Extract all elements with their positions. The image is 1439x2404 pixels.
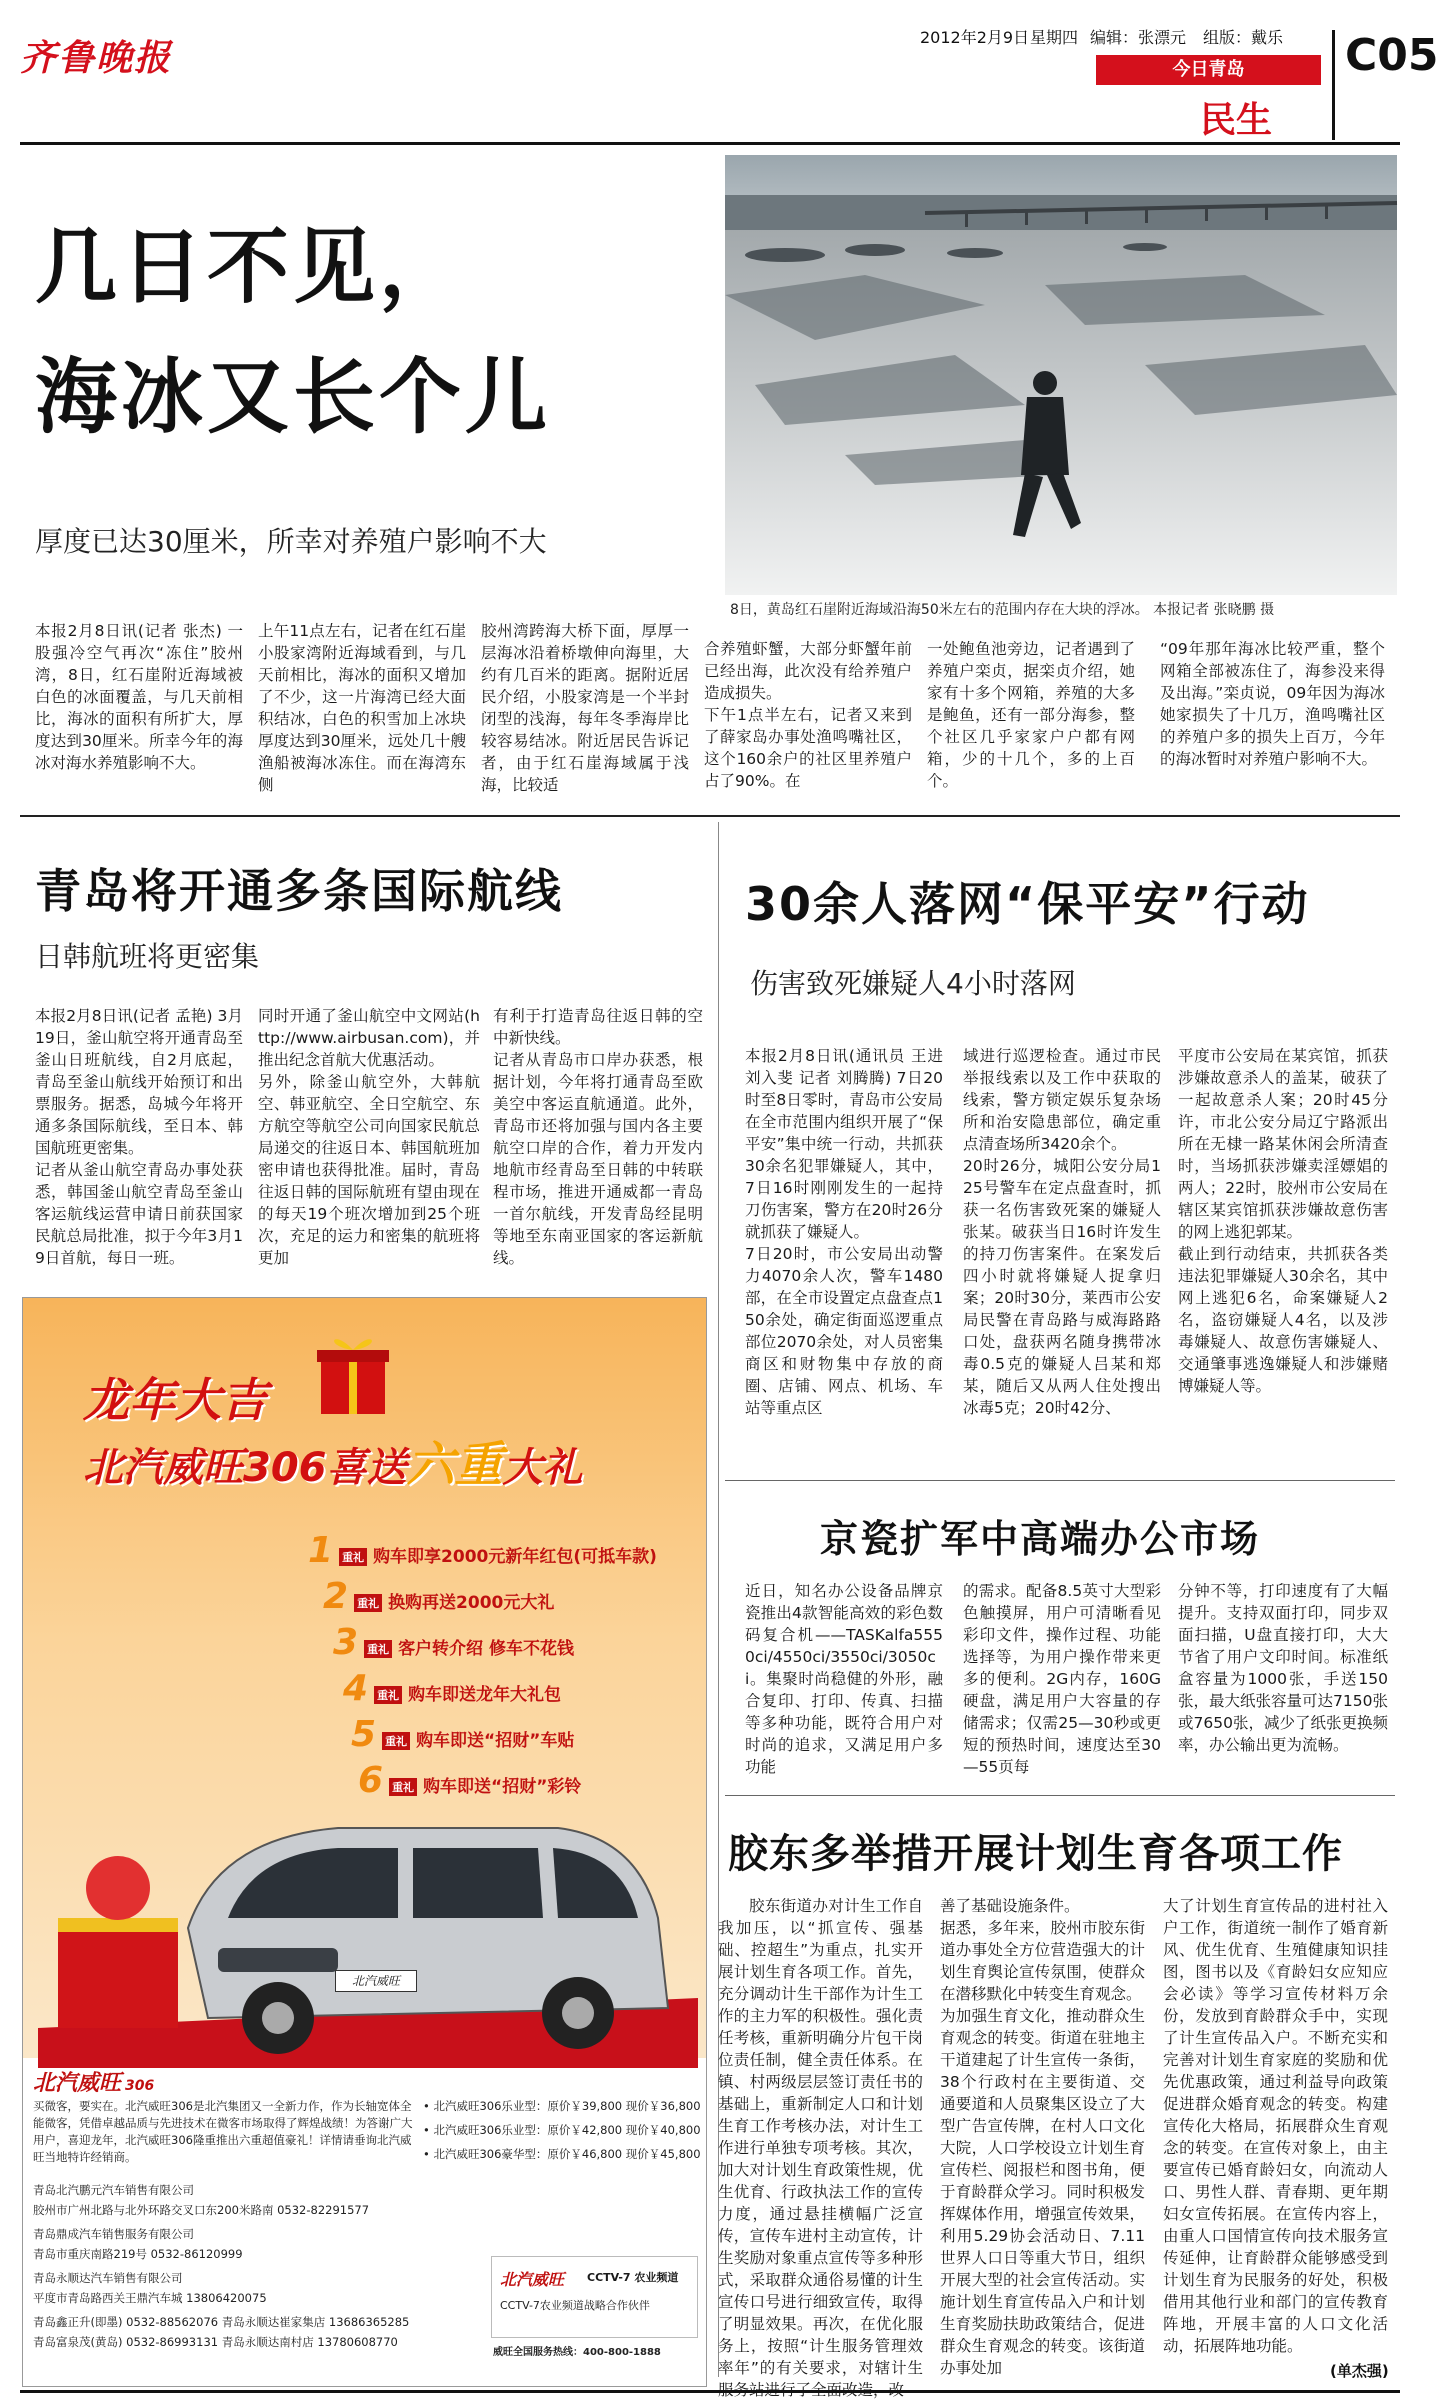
ad-price-2: • 北汽威旺306乐业型：原价￥42,800 现价￥40,800 [423, 2123, 701, 2137]
ad-dealer-8: 青岛富泉茂(黄岛) 0532-86993131 青岛永顺达南村店 13780608770 [33, 2335, 398, 2349]
ad-brand: 北汽威旺 [33, 2071, 122, 2096]
story5-headline: 胶东多举措开展计划生育各项工作 [728, 1831, 1343, 1877]
ad-price-3: • 北汽威旺306豪华型：原价￥46,800 现价￥45,800 [423, 2147, 701, 2161]
story3-col1: 本报2月8日讯(通讯员 王进 刘入斐 记者 刘腾腾) 7日20时至8日零时，青岛市公安局在全市范围内组织开展了“保平安”集中统一行动，共抓获30余名犯罪嫌疑人，其中，7日16时刚刚发生的一起持刀伤害案，警方在20时26分就抓获了嫌疑人。 7日20时，市公安局出动警力4070余人次，警车1480部，在全市设置定点盘查点150余处，确定街面巡逻重点部位2070余处，对人员密集商区和财物集中存放的商圈、店铺、网点、机场、车站等重点区 [745, 1047, 943, 1417]
story5-byline: (单杰强) [1330, 2362, 1389, 2380]
story3-bottom-rule [725, 1480, 1395, 1481]
section-tag-text: 今日青岛 [1172, 59, 1245, 80]
story1-photo-caption: 8日，黄岛红石崖附近海域沿海50米左右的范围内存在大块的浮冰。 本报记者 张晓鹏 摄 [730, 602, 1275, 618]
story2-col2: 同时开通了釜山航空中文网站(http://www.airbusan.com)，并推出纪念首航大优惠活动。 另外，除釜山航空外，大韩航空、韩亚航空、全日空航空、东方航空等航空公司向国家民航总局递交的往返日本、韩国航班加密申请也获得批准。届时，青岛往返日韩的国际航班有望由现在的每天19个班次增加到25个班次，充足的运力和密集的航班将更加 [258, 1007, 480, 1267]
story2-headline: 青岛将开通多条国际航线 [35, 864, 563, 918]
story1-col2: 上午11点左右，记者在红石崖小股家湾附近海域看到，与几天前相比，海冰的面积又增加了不少，这一片海湾已经大面积结冰，白色的积雪加上冰块厚度达到30厘米，远处几十艘渔船被海冰冻住。而在海湾东侧 [258, 622, 466, 794]
section-name: 民生 [1200, 100, 1273, 141]
van-illustration [38, 1768, 698, 2068]
ad-dealer-7: 青岛鑫正升(即墨) 0532-88562076 青岛永顺达崔家集店 13686365285 [33, 2315, 410, 2329]
page-number: C05 [1345, 30, 1439, 81]
story1-col1: 本报2月8日讯(记者 张杰) 一股强冷空气再次“冻住”胶州湾，8日，红石崖附近海域被白色的冰面覆盖，与几天前相比，海冰的面积有所扩大，厚度达到30厘米。所幸今年的海冰对海水养殖影响不大。 [35, 622, 243, 772]
masthead-logo: 齐鲁晚报 [20, 37, 173, 79]
story1-col5: 一处鲍鱼池旁边，记者遇到了养殖户栾贞，据栾贞介绍，她家有十多个网箱，养殖的大多是鲍鱼，还有一部分海参，整个社区几乎家家户户都有网箱，少的十几个，多的上百个。 [927, 640, 1135, 790]
ad-title-2 [83, 1426, 583, 1495]
section-tag [1096, 55, 1321, 85]
page-divider [1332, 30, 1335, 140]
story4-col1: 近日，知名办公设备品牌京瓷推出4款智能高效的彩色数码复合机——TASKalfa5550ci/4550ci/3550ci/3050ci。集聚时尚稳健的外形，融合复印、打印、传真、扫描等多种功能，既符合用户对时尚的追求，又满足用户多功能 [745, 1582, 943, 1776]
story5-col2: 善了基础设施条件。 据悉，多年来，胶州市胶东街道办事处全方位营造强大的计划生育舆论宣传氛围，使群众在潜移默化中转变生育观念。 为加强生育文化，推动群众生育观念的转变。街道在驻地主干道建起了计生宣传一条街，38个行政村在主要街道、交通要道和人员聚集区设立了大型广告宣传牌，在村人口文化大院，人口学校设立计划生育宣传栏、阅报栏和图书角，便于育龄群众学习。同时积极发挥媒体作用，增强宣传效果，利用5.29协会活动日、7.11世界人口日等重大节日，组织开展大型的社会宣传活动。实施计划生育宣传品入户和计划生育奖励扶助政策结合，促进群众生育观念的转变。该街道办事处加 [940, 1897, 1145, 2377]
masthead-layout: 组版：戴乐 [1203, 28, 1284, 47]
story4-col2: 的需求。配备8.5英寸大型彩色触摸屏，用户可清晰看见彩印文件，操作过程、功能选择等，为用户操作带来更多的便利。2G内存，160G硬盘，满足用户大容量的存储需求；仅需25—30秒或更短的预热时间，速度达至30—55页每 [963, 1582, 1161, 1776]
story3-col3: 平度市公安局在某宾馆，抓获涉嫌故意杀人的盖某，破获了一起故意杀人案；20时45分许，市北公安分局辽宁路派出所在无棣一路某休闲会所清查时，当场抓获涉嫌卖淫嫖娼的两人；22时，胶州市公安局在辖区某宾馆抓获涉嫌故意伤害的网上逃犯郭某。 截止到行动结束，共抓获各类违法犯罪嫌疑人30余名，其中网上逃犯6名，命案嫌疑人2名，盗窃嫌疑人4名，以及涉毒嫌疑人、故意伤害嫌疑人、交通肇事逃逸嫌疑人和涉嫌赌博嫌疑人等。 [1178, 1047, 1388, 1395]
story5-col3: 大了计划生育宣传品的进村社入户工作，街道统一制作了婚育新风、优生优育、生殖健康知识挂图，图书以及《育龄妇女应知应会必读》等学习宣传材料万余份，发放到育龄群众手中，实现了计生宣传品入户。不断充实和完善对计划生育家庭的奖励和优先优惠政策，通过利益导向政策促进群众婚育观念的转变。构建宣传化大格局，拓展群众生育观念的转变。在宣传对象上，由主要宣传已婚育龄妇女，向流动人口、男性人群、青春期、更年期妇女宣传拓展。在宣传内容上，由重人口国情宣传向技术服务宣传延伸，让育龄群众能够感受到计划生育为民服务的好处，积极借用其他行业和部门的宣传教育阵地，开展丰富的人口文化活动，拓展阵地功能。 [1163, 1897, 1388, 2355]
story1-col6: “09年那年海冰比较严重，整个网箱全部被冻住了，海参没来得及出海。”栾贞说，09年因为海冰她家损失了十几万，渔鸣嘴社区的养殖户多的损失上百万，今年的海冰暂时对养殖户影响不大。 [1160, 640, 1385, 768]
ad-footer-brand: 北汽威旺 [500, 2270, 565, 2289]
ad-gift-3: 3 重礼 客户转介绍 修车不花钱 [333, 1622, 574, 1663]
page-bottom-rule [20, 2390, 1400, 2393]
ad-brand-model: 306 [125, 2078, 155, 2094]
story4-headline: 京瓷扩军中高端办公市场 [820, 1517, 1261, 1561]
ad-footer-logos [491, 2256, 698, 2338]
sea-ice-photo-image [725, 155, 1397, 595]
story1-headline-line1: 几日不见， [35, 220, 466, 315]
ad-price-1: • 北汽威旺306乐业型：原价￥39,800 现价￥36,800 [423, 2099, 701, 2113]
story4-bottom-rule [725, 1795, 1395, 1796]
story3-subheadline: 伤害致死嫌疑人4小时落网 [750, 967, 1076, 1000]
ad-gift-1: 1 重礼 购车即享2000元新年红包(可抵车款) [308, 1530, 657, 1571]
ad-hotline: 威旺全国服务热线：400-800-1888 [493, 2347, 661, 2358]
ad-title-1: 龙年大吉 [83, 1373, 267, 1427]
story3-col2: 域进行巡逻检查。通过市民举报线索以及工作中获取的线索，警方锁定娱乐复杂场所和治安隐患部位，确定重点清查场所3420余个。 20时26分，城阳公安分局125号警车在定点盘查时，抓获一名伤害致死案的嫌疑人张某。破获当日16时许发生的持刀伤害案件。在案发后四小时就将嫌疑人捉拿归案；20时30分，莱西市公安局民警在青岛路与威海路路口处，盘获两名随身携带冰毒0.5克的嫌疑人吕某和郑某，随后又从两人住处搜出冰毒5克；20时42分、 [963, 1047, 1161, 1417]
ad-gift-6: 6 重礼 购车即送“招财”彩铃 [358, 1760, 582, 1801]
masthead-rule [20, 142, 1400, 145]
ad-dealer-3: 青岛鼎成汽车销售服务有限公司 [33, 2227, 194, 2241]
story2-subheadline: 日韩航班将更密集 [35, 940, 260, 973]
cctv-logo: CCTV-7 农业频道 [587, 2271, 679, 2284]
story1-col3: 胶州湾跨海大桥下面，厚厚一层海冰沿着桥墩伸向海里，大约有几百米的距离。据附近居民介绍，小股家湾是一个半封闭型的浅海，每年冬季海岸比较容易结冰。附近居民告诉记者，由于红石崖海域属于浅海，比较适 [481, 622, 689, 794]
ad-dealer-4: 青岛市重庆南路219号 0532-86120999 [33, 2247, 243, 2261]
story1-photo [725, 155, 1397, 595]
ad-brand-logo [33, 2066, 154, 2097]
ad-dealer-list [33, 2180, 493, 2352]
ad-gift-5: 5 重礼 购车即送“招财”车贴 [351, 1714, 575, 1755]
ad-dealer-1: 青岛北汽鹏元汽车销售有限公司 [33, 2183, 194, 2197]
ad-title-2-b: 六重 [406, 1437, 503, 1493]
story5-col1: 胶东街道办对计生工作自我加压，以“抓宣传、强基础、控超生”为重点，扎实开展计划生育各项工作。首先，充分调动计生干部作为计生工作的主力军的积极性。强化责任考核，重新明确分片包干岗位责任制，健全责任体系。在镇、村两级层层签订责任书的基础上，重新制定人口和计划生育工作考核办法，对计生工作进行单独专项考核。其次，加大对计划生育政策性规，优生优育、行政执法工作的宣传力度，通过悬挂横幅广泛宣传，宣传车进村主动宣传，计生奖励对象重点宣传等多种形式，采取群众通俗易懂的计生宣传口号进行细致宣传，取得了明显效果。再次，在优化服务上，按照“计生服务管理效率年”的有关要求，对辖计生服务站进行了全面改造，改 [718, 1897, 923, 2399]
van-license-plate: 北汽威旺 [335, 1970, 417, 1992]
car-advertisement [22, 1297, 707, 2387]
ad-title-2-a: 北汽威旺306喜送 [83, 1445, 407, 1491]
story4-col3: 分钟不等，打印速度有了大幅提升。支持双面打印，同步双面扫描，U盘直接打印，大大节省了用户文印时间。标准纸盒容量为1000张，手送150张，最大纸张容量可达7150张或7650张，减少了纸张更换频率，办公输出更为流畅。 [1178, 1582, 1388, 1754]
ad-intro: 买微客，要实在。北汽威旺306是北汽集团又一全新力作，作为长轴宽体全能微客，凭借卓越品质与先进技术在微客市场取得了辉煌战绩！为答谢广大用户，喜迎龙年，北汽威旺306隆重推出六重超值豪礼！详情请垂询北汽威旺当地特许经销商。 [33, 2099, 413, 2164]
ad-dealer-6: 平度市青岛路西关王鼎汽车城 13806420075 [33, 2291, 267, 2305]
ad-dealer-2: 胶州市广州北路与北外环路交叉口东200米路南 0532-82291577 [33, 2203, 370, 2217]
ad-dealer-5: 青岛永顺达汽车销售有限公司 [33, 2271, 183, 2285]
story1-bottom-rule [20, 815, 1400, 817]
masthead-date: 2012年2月9日 [920, 28, 1030, 47]
ad-gift-4: 4 重礼 购车即送龙年大礼包 [343, 1668, 562, 1709]
ad-title-2-c: 大礼 [502, 1445, 583, 1491]
cctv-slogan: CCTV-7农业频道战略合作伙伴 [500, 2299, 650, 2312]
story1-headline-line2: 海冰又长个儿 [35, 350, 552, 445]
story1-subheadline: 厚度已达30厘米，所幸对养殖户影响不大 [35, 525, 547, 558]
story1-col4: 合养殖虾蟹，大部分虾蟹年前已经出海，此次没有给养殖户造成损失。 下午1点半左右，记者又来到了薛家岛办事处渔鸣嘴社区，这个160余户的社区里养殖户占了90%。在 [704, 640, 912, 790]
masthead-weekday: 星期四 [1030, 28, 1079, 47]
story3-headline: 30余人落网“保平安”行动 [745, 877, 1310, 931]
story2-col1: 本报2月8日讯(记者 孟艳) 3月19日，釜山航空将开通青岛至釜山日班航线，自2月底起，青岛至釜山航线开始预订和出票服务。据悉，岛城今年将开通多条国际航线，至日本、韩国航班更密集。 记者从釜山航空青岛办事处获悉，韩国釜山航空青岛至釜山客运航线运营申请日前获国家民航总局批准，拟于今年3月19日首航，每日一班。 [35, 1007, 243, 1267]
gift-box-icon [313, 1328, 393, 1418]
masthead-editor: 编辑：张漂元 [1090, 28, 1187, 47]
story2-col3: 有利于打造青岛往返日韩的空中新快线。 记者从青岛市口岸办获悉，根据计划，今年将打通青岛至欧美空中客运直航通道。此外，青岛市还将加强与国内各主要航空口岸的合作，着力开发内地航市经青岛至日韩的中转联程市场，推进开通威都一青岛一首尔航线，开发青岛经昆明等地至东南亚国家的客运新航线。 [493, 1007, 703, 1267]
ad-gift-2: 2 重礼 换购再送2000元大礼 [323, 1576, 555, 1617]
